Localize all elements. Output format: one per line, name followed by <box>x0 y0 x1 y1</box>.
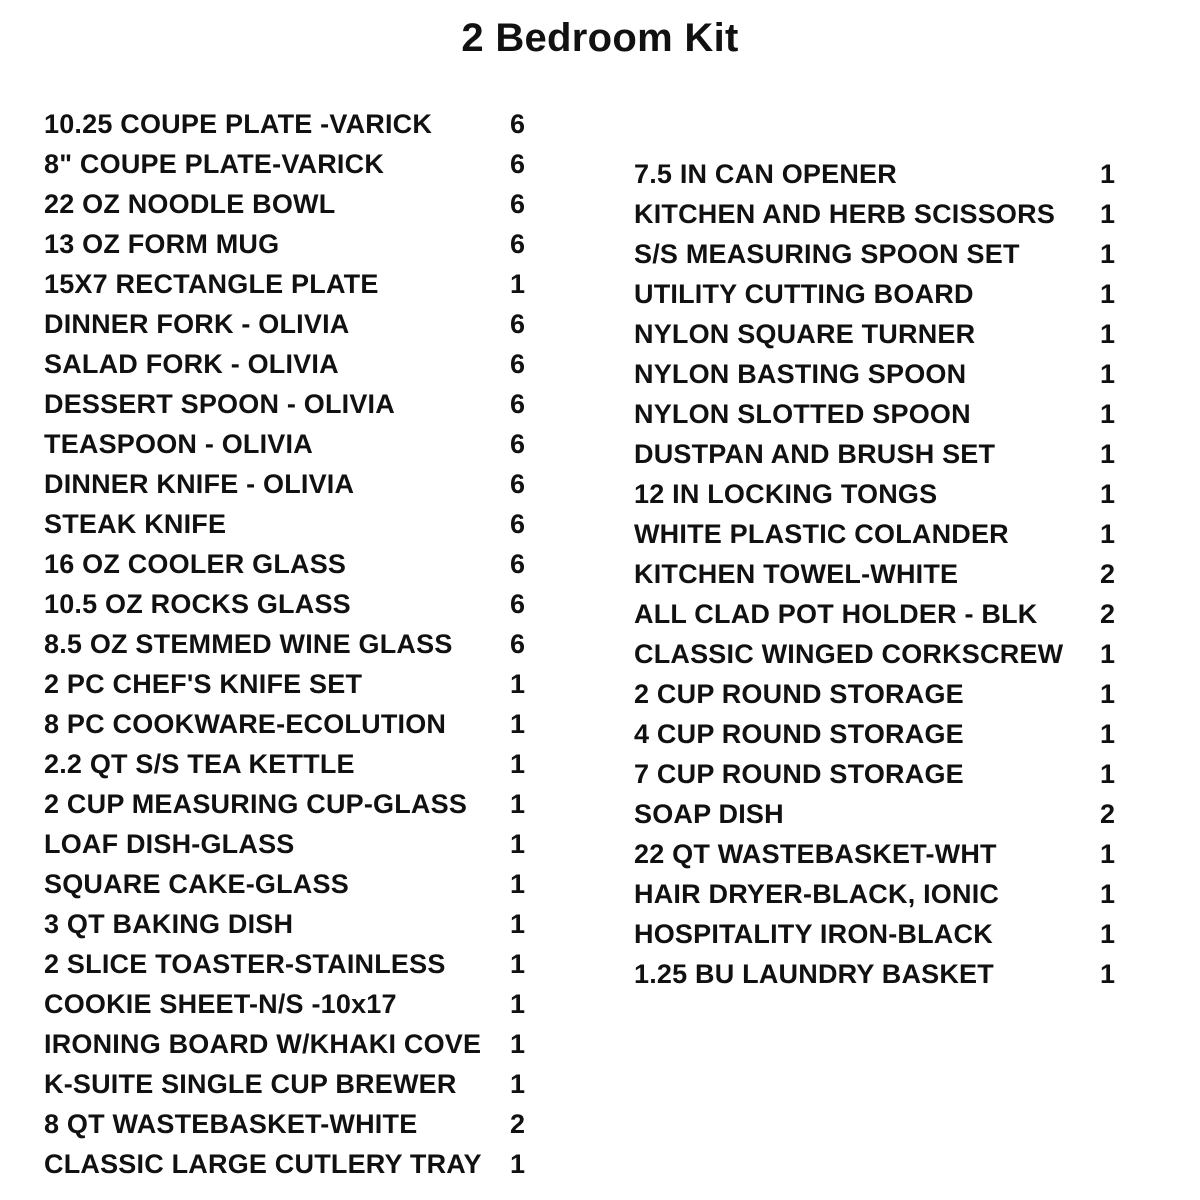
item-quantity: 6 <box>510 189 526 219</box>
list-item <box>634 234 1124 274</box>
item-name: LOAF DISH-GLASS <box>44 829 295 859</box>
item-name: HOSPITALITY IRON-BLACK <box>634 919 993 949</box>
item-name: CLASSIC LARGE CUTLERY TRAY <box>44 1149 482 1179</box>
list-item <box>634 394 1124 434</box>
item-name: SQUARE CAKE-GLASS <box>44 869 349 899</box>
item-name: 3 QT BAKING DISH <box>44 909 294 939</box>
item-quantity: 1 <box>1100 199 1116 229</box>
item-name: 2 CUP MEASURING CUP-GLASS <box>44 789 468 819</box>
item-name: HAIR DRYER-BLACK, IONIC <box>634 879 1000 909</box>
item-name: 8.5 OZ STEMMED WINE GLASS <box>44 629 453 659</box>
list-item <box>634 354 1124 394</box>
list-item <box>44 384 534 424</box>
right-item-list <box>634 154 1124 994</box>
item-quantity: 1 <box>1100 879 1116 909</box>
item-quantity: 1 <box>1100 439 1116 469</box>
item-quantity: 2 <box>510 1109 526 1139</box>
list-item <box>634 834 1124 874</box>
page-title: 2 Bedroom Kit <box>461 16 739 60</box>
item-name: CLASSIC WINGED CORKSCREW <box>634 639 1064 669</box>
list-item <box>634 914 1124 954</box>
item-quantity: 6 <box>510 469 526 499</box>
list-item <box>44 1064 534 1104</box>
list-item <box>44 224 534 264</box>
list-item <box>634 274 1124 314</box>
item-name: SALAD FORK - OLIVIA <box>44 349 339 379</box>
list-item <box>44 1144 534 1184</box>
item-name: 7.5 IN CAN OPENER <box>634 159 897 189</box>
item-quantity: 1 <box>1100 719 1116 749</box>
item-name: KITCHEN TOWEL-WHITE <box>634 559 959 589</box>
item-quantity: 1 <box>1100 159 1116 189</box>
item-name: ALL CLAD POT HOLDER - BLK <box>634 599 1038 629</box>
item-quantity: 1 <box>1100 919 1116 949</box>
item-name: DUSTPAN AND BRUSH SET <box>634 439 996 469</box>
item-name: 10.25 COUPE PLATE -VARICK <box>44 109 433 139</box>
item-quantity: 6 <box>510 349 526 379</box>
item-name: NYLON SLOTTED SPOON <box>634 399 971 429</box>
list-item <box>634 954 1124 994</box>
item-quantity: 6 <box>510 509 526 539</box>
item-quantity: 6 <box>510 109 526 139</box>
item-name: 1.25 BU LAUNDRY BASKET <box>634 959 994 989</box>
item-name: TEASPOON - OLIVIA <box>44 429 313 459</box>
list-item <box>44 304 534 344</box>
list-item <box>634 554 1124 594</box>
item-quantity: 1 <box>1100 519 1116 549</box>
item-quantity: 6 <box>510 589 526 619</box>
item-name: 15X7 RECTANGLE PLATE <box>44 269 379 299</box>
item-quantity: 6 <box>510 389 526 419</box>
item-name: 2.2 QT S/S TEA KETTLE <box>44 749 355 779</box>
item-quantity: 1 <box>1100 239 1116 269</box>
list-item <box>44 744 534 784</box>
item-quantity: 6 <box>510 629 526 659</box>
item-name: DINNER KNIFE - OLIVIA <box>44 469 355 499</box>
list-item <box>44 344 534 384</box>
item-quantity: 6 <box>510 549 526 579</box>
list-item <box>44 184 534 224</box>
list-item <box>44 1104 534 1144</box>
item-name: NYLON SQUARE TURNER <box>634 319 976 349</box>
item-name: DINNER FORK - OLIVIA <box>44 309 350 339</box>
list-item <box>44 424 534 464</box>
list-item <box>44 1024 534 1064</box>
item-quantity: 1 <box>1100 399 1116 429</box>
list-item <box>44 784 534 824</box>
list-item <box>44 464 534 504</box>
list-item <box>44 664 534 704</box>
item-quantity: 1 <box>1100 959 1116 989</box>
item-name: 7 CUP ROUND STORAGE <box>634 759 964 789</box>
list-item <box>44 624 534 664</box>
item-quantity: 6 <box>510 229 526 259</box>
item-name: WHITE PLASTIC COLANDER <box>634 519 1009 549</box>
item-quantity: 1 <box>1100 839 1116 869</box>
item-name: 2 SLICE TOASTER-STAINLESS <box>44 949 446 979</box>
item-quantity: 1 <box>510 709 526 739</box>
item-name: SOAP DISH <box>634 799 784 829</box>
list-item <box>634 474 1124 514</box>
item-quantity: 1 <box>510 1069 526 1099</box>
list-item <box>44 864 534 904</box>
list-item <box>44 904 534 944</box>
item-name: KITCHEN AND HERB SCISSORS <box>634 199 1056 229</box>
item-name: K-SUITE SINGLE CUP BREWER <box>44 1069 457 1099</box>
item-quantity: 1 <box>510 989 526 1019</box>
item-name: DESSERT SPOON - OLIVIA <box>44 389 395 419</box>
item-quantity: 1 <box>510 1029 526 1059</box>
list-item <box>44 584 534 624</box>
list-item <box>44 104 534 144</box>
list-item <box>634 594 1124 634</box>
item-name: COOKIE SHEET-N/S -10x17 <box>44 989 397 1019</box>
item-name: 2 CUP ROUND STORAGE <box>634 679 964 709</box>
list-item <box>44 704 534 744</box>
list-item <box>44 984 534 1024</box>
list-item <box>44 264 534 304</box>
list-item <box>634 674 1124 714</box>
list-item <box>634 794 1124 834</box>
item-name: 22 QT WASTEBASKET-WHT <box>634 839 997 869</box>
item-name: 2 PC CHEF'S KNIFE SET <box>44 669 363 699</box>
list-item <box>634 514 1124 554</box>
list-item <box>634 314 1124 354</box>
item-quantity: 2 <box>1100 599 1116 629</box>
item-name: 13 OZ FORM MUG <box>44 229 280 259</box>
list-item <box>634 874 1124 914</box>
item-quantity: 1 <box>1100 359 1116 389</box>
list-item <box>44 504 534 544</box>
item-quantity: 6 <box>510 149 526 179</box>
item-quantity: 1 <box>1100 479 1116 509</box>
item-quantity: 1 <box>510 789 526 819</box>
item-quantity: 1 <box>510 829 526 859</box>
item-name: 16 OZ COOLER GLASS <box>44 549 347 579</box>
list-item <box>634 194 1124 234</box>
item-name: 4 CUP ROUND STORAGE <box>634 719 964 749</box>
item-quantity: 1 <box>510 909 526 939</box>
list-item <box>44 544 534 584</box>
item-quantity: 1 <box>1100 679 1116 709</box>
item-name: STEAK KNIFE <box>44 509 227 539</box>
item-name: 10.5 OZ ROCKS GLASS <box>44 589 351 619</box>
item-quantity: 1 <box>510 949 526 979</box>
item-name: S/S MEASURING SPOON SET <box>634 239 1020 269</box>
item-quantity: 2 <box>1100 559 1116 589</box>
item-quantity: 1 <box>510 269 526 299</box>
item-quantity: 1 <box>1100 639 1116 669</box>
item-name: 8" COUPE PLATE-VARICK <box>44 149 385 179</box>
list-item <box>634 434 1124 474</box>
item-name: IRONING BOARD W/KHAKI COVE <box>44 1029 482 1059</box>
list-item <box>634 754 1124 794</box>
left-item-list <box>44 104 534 1184</box>
item-name: UTILITY CUTTING BOARD <box>634 279 974 309</box>
item-quantity: 1 <box>1100 759 1116 789</box>
item-quantity: 1 <box>510 669 526 699</box>
list-item <box>634 634 1124 674</box>
item-name: 8 PC COOKWARE-ECOLUTION <box>44 709 447 739</box>
item-quantity: 1 <box>1100 279 1116 309</box>
item-quantity: 1 <box>510 869 526 899</box>
item-quantity: 6 <box>510 429 526 459</box>
list-item <box>634 154 1124 194</box>
item-name: 22 OZ NOODLE BOWL <box>44 189 336 219</box>
item-quantity: 6 <box>510 309 526 339</box>
list-item <box>44 944 534 984</box>
list-item <box>634 714 1124 754</box>
item-quantity: 1 <box>1100 319 1116 349</box>
item-name: NYLON BASTING SPOON <box>634 359 967 389</box>
item-quantity: 1 <box>510 1149 526 1179</box>
item-name: 8 QT WASTEBASKET-WHITE <box>44 1109 418 1139</box>
list-item <box>44 824 534 864</box>
item-quantity: 1 <box>510 749 526 779</box>
item-quantity: 2 <box>1100 799 1116 829</box>
list-item <box>44 144 534 184</box>
item-name: 12 IN LOCKING TONGS <box>634 479 938 509</box>
